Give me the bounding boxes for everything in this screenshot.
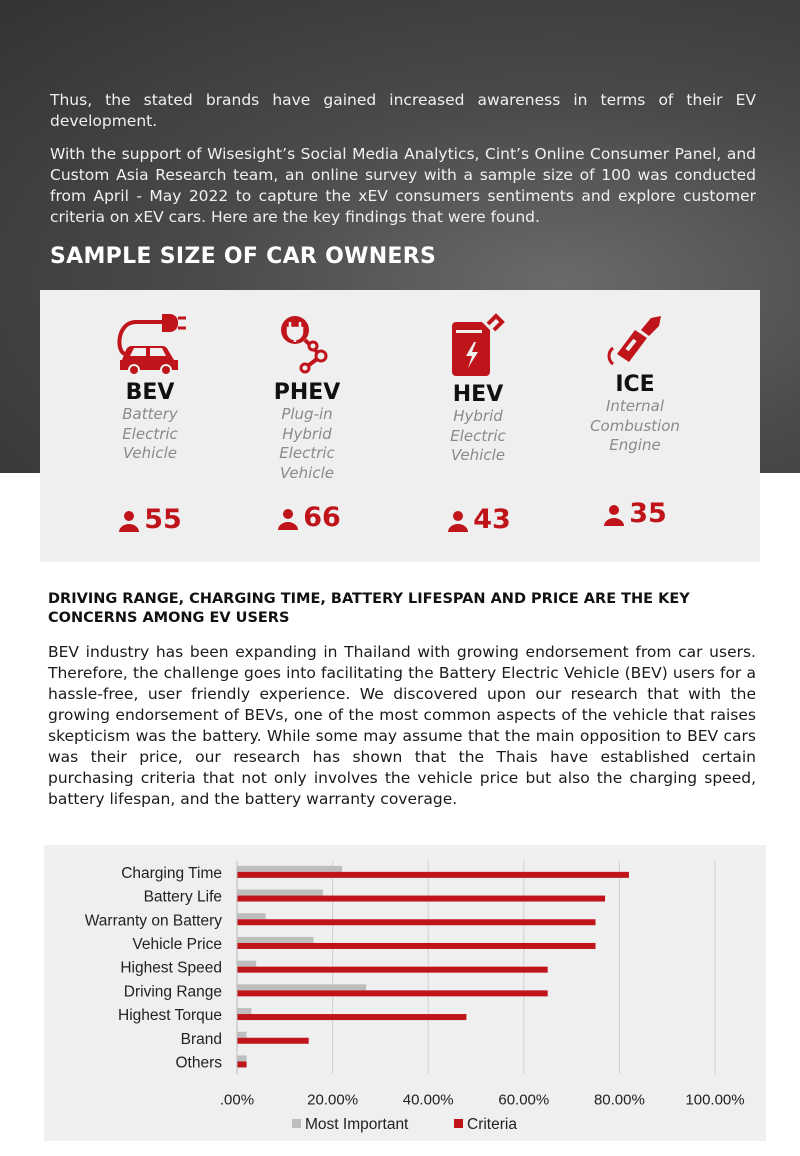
person-icon — [277, 508, 299, 530]
concerns-heading — [48, 590, 758, 628]
bar-criteria — [237, 896, 605, 902]
bar-criteria — [237, 1061, 247, 1067]
owner-count-value: 43 — [473, 504, 511, 535]
owner-count-value: 66 — [303, 502, 341, 533]
bar-most-important — [237, 866, 342, 872]
x-tick-label: 40.00% — [402, 1091, 454, 1109]
vehicle-full-name-line: Battery — [122, 405, 178, 423]
owner-count-value: 55 — [144, 504, 182, 535]
vehicle-full-name-line: Plug-in — [281, 405, 333, 423]
bar-most-important — [237, 913, 266, 919]
vehicle-full-name-line: Engine — [609, 436, 661, 454]
vehicle-full-name-line: Electric — [122, 424, 178, 443]
bar-criteria — [237, 1014, 466, 1020]
vehicle-full-name-line: Internal — [605, 397, 665, 415]
vehicle-abbr: ICE — [615, 372, 655, 397]
bar-most-important — [237, 961, 256, 967]
vehicle-type-ice — [560, 308, 710, 456]
fuel-nozzle-icon — [603, 308, 667, 368]
concerns-body: BEV industry has been expanding in Thailand with growing endorsement from car users. Therefore, the challenge goes into facilitating the Battery Electric Vehicle (BEV) users for a hassle-free, user friendly experience. We discovered upon our research that with the growing endorsement of BEVs, one of the most common aspects of the vehicle that raises skepticism was the battery. While some may assume that the main opposition to BEV cars was their price, our research has shown that the Thais have established certain purchasing criteria that not only involves the vehicle price but also the charging speed, battery lifespan, and the battery warranty coverage. — [48, 643, 756, 808]
bar-most-important — [237, 1055, 247, 1061]
x-tick-label: 20.00% — [307, 1091, 359, 1109]
concerns-heading-line: DRIVING RANGE, CHARGING TIME, BATTERY LIFESPAN AND PRICE ARE THE KEY — [48, 591, 690, 607]
category-label: Battery Life — [143, 888, 222, 906]
x-tick-label: 80.00% — [593, 1091, 645, 1109]
category-label: Brand — [180, 1030, 222, 1048]
vehicle-full-name-line: Vehicle — [451, 446, 505, 464]
legend-swatch-most-important — [292, 1119, 301, 1128]
vehicle-abbr: HEV — [452, 382, 504, 407]
x-tick-label: 60.00% — [498, 1091, 550, 1109]
criteria-chart-svg — [44, 845, 766, 1141]
category-label: Charging Time — [121, 864, 222, 882]
owner-count-hev — [404, 504, 554, 535]
owner-count-ice — [560, 498, 710, 529]
ev-plug-car-icon — [112, 312, 188, 376]
bar-most-important — [237, 890, 323, 896]
bar-most-important — [237, 984, 366, 990]
category-label: Highest Torque — [118, 1007, 222, 1025]
intro-paragraph-2: With the support of Wisesight’s Social Media Analytics, Cint’s Online Consumer Panel, and Custom Asia Research team, an online survey with a sample size of 100 was conducted from April - May 2022 to capture the xEV consumers sentiments and explore customer criteria on xEV cars. Here are the key findings that were found. — [50, 145, 756, 226]
vehicle-type-hev — [403, 312, 553, 466]
category-label: Highest Speed — [120, 959, 222, 977]
bar-criteria — [237, 872, 629, 878]
category-label: Vehicle Price — [132, 935, 222, 953]
vehicle-full-name-line: Vehicle — [123, 444, 177, 462]
bar-criteria — [237, 990, 548, 996]
bar-criteria — [237, 943, 596, 949]
category-label: Warranty on Battery — [84, 912, 222, 930]
sample-size-title: SAMPLE SIZE OF CAR OWNERS — [50, 244, 437, 269]
legend-label: Most Important — [305, 1116, 409, 1133]
owner-count-phev — [234, 502, 384, 533]
vehicle-full-name-line: Vehicle — [280, 463, 334, 482]
sample-size-card — [40, 290, 760, 562]
vehicle-full-name-line: Electric — [279, 444, 335, 462]
person-icon — [447, 510, 469, 532]
legend-label: Criteria — [467, 1116, 517, 1133]
intro-paragraph-1: Thus, the stated brands have gained increased awareness in terms of their EV development. — [50, 91, 756, 130]
category-label: Others — [175, 1054, 222, 1072]
category-label: Driving Range — [123, 983, 222, 1001]
vehicle-abbr: BEV — [125, 380, 175, 405]
vehicle-full-name-line: Hybrid — [453, 407, 503, 425]
bar-criteria — [237, 1038, 309, 1044]
bar-most-important — [237, 1008, 251, 1014]
bar-most-important — [237, 1032, 247, 1038]
x-tick-label: 100.00% — [685, 1091, 745, 1109]
battery-canister-icon — [448, 312, 508, 378]
legend-swatch-criteria — [454, 1119, 463, 1128]
vehicle-type-phev — [232, 312, 382, 483]
vehicle-full-name-line: Hybrid — [282, 424, 332, 443]
vehicle-type-bev — [75, 312, 225, 464]
vehicle-full-name-line: Combustion — [590, 416, 680, 435]
bar-most-important — [237, 937, 313, 943]
plug-circuit-icon — [275, 312, 339, 376]
vehicle-full-name-line: Electric — [450, 426, 506, 445]
person-icon — [118, 510, 140, 532]
x-tick-label: .00% — [219, 1091, 255, 1109]
criteria-bar-chart — [44, 845, 766, 1141]
concerns-heading-line: CONCERNS AMONG EV USERS — [48, 610, 290, 626]
owner-count-bev — [75, 504, 225, 535]
person-icon — [603, 504, 625, 526]
bar-criteria — [237, 967, 548, 973]
vehicle-abbr: PHEV — [273, 380, 341, 405]
owner-count-value: 35 — [629, 498, 667, 529]
bar-criteria — [237, 919, 596, 925]
